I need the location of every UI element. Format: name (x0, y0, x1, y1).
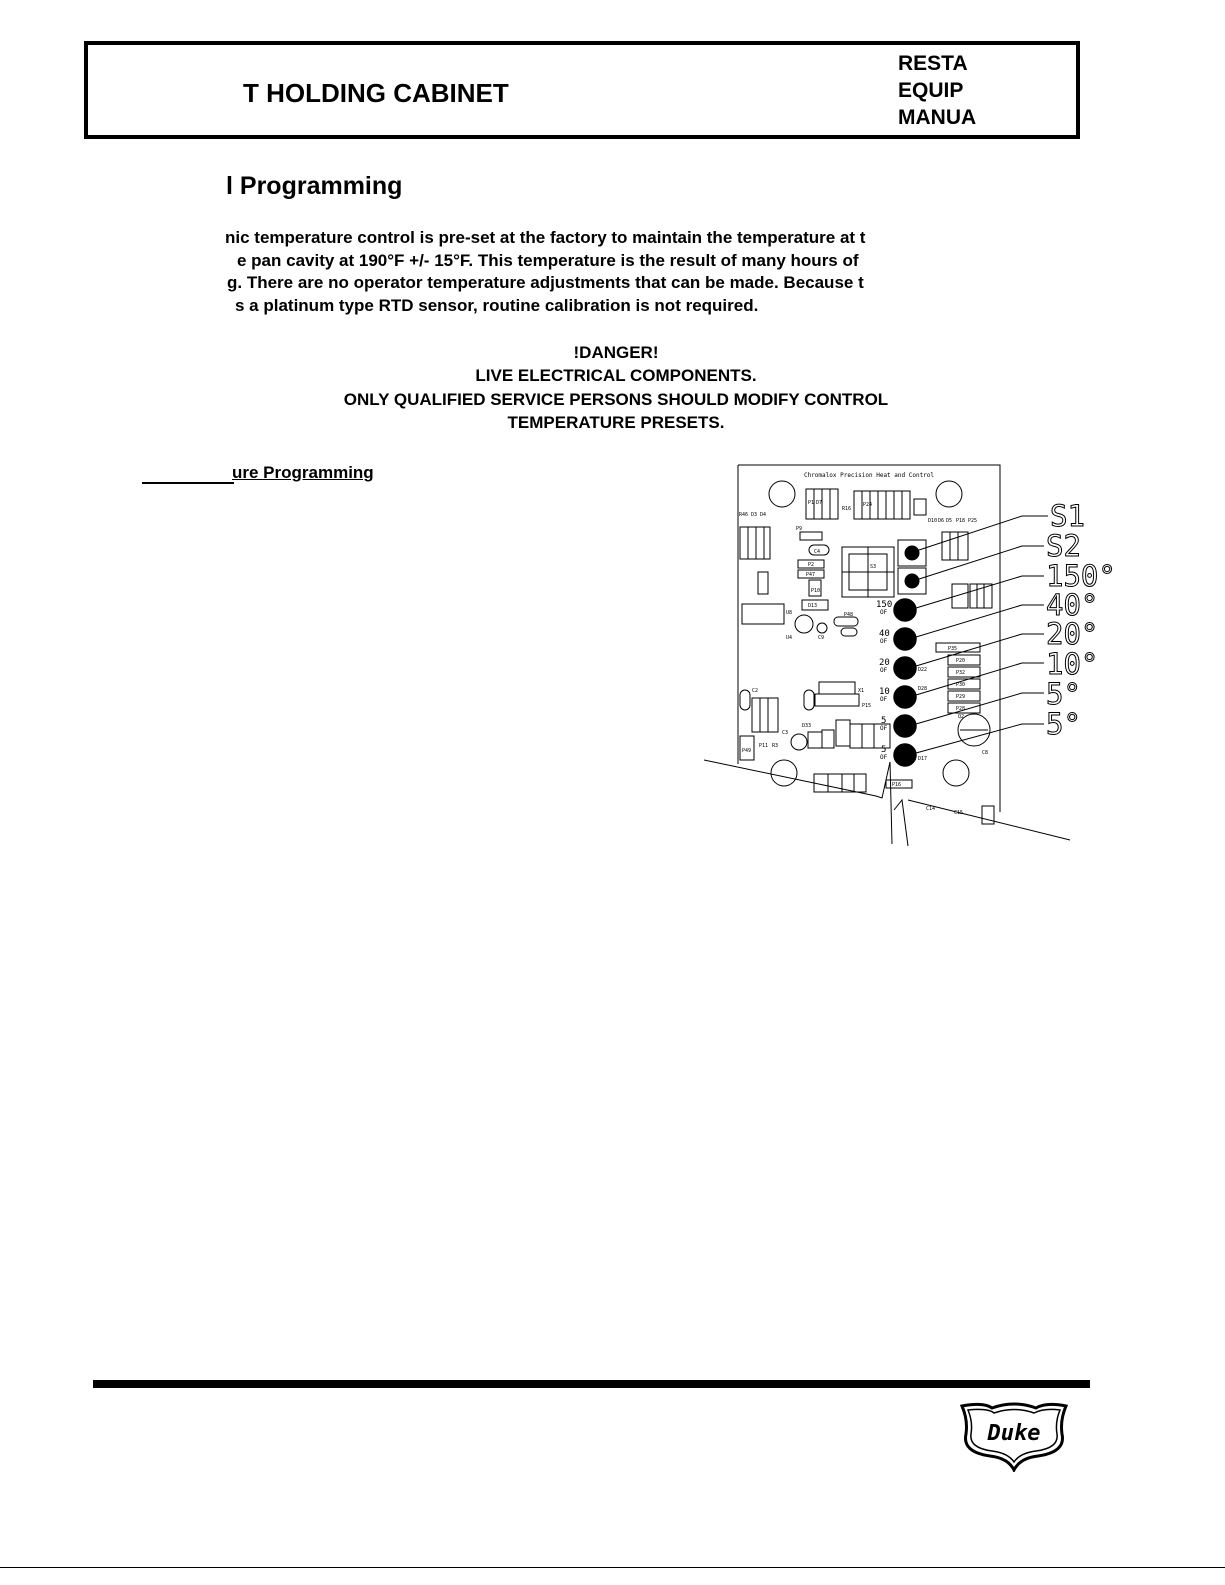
component-label: P30 (956, 682, 966, 688)
paragraph-line: g. There are no operator temperature adjustments that can be made. Because t (227, 273, 864, 293)
component-label: P32 (956, 670, 966, 676)
component-label: P1 (808, 500, 815, 506)
component-label: P16 (892, 782, 902, 788)
footer-rule (93, 1380, 1090, 1388)
callout-s2: S2 (1046, 529, 1081, 563)
component-label: P49 (742, 748, 752, 754)
control-board-figure (704, 462, 1124, 852)
logo-text: Duke (987, 1421, 1041, 1446)
component-label: U8 (786, 610, 793, 616)
component-label: P28 (956, 706, 966, 712)
component-label: C8 (982, 750, 989, 756)
component-label: X1 (858, 688, 865, 694)
component-label: D17 (918, 756, 928, 762)
dip-label-5b: 5 (881, 745, 887, 755)
danger-line: TEMPERATURE PRESETS. (507, 412, 725, 432)
component-label: D33 (802, 723, 812, 729)
callout-40: 40° (1046, 588, 1099, 622)
component-label: D5 (946, 518, 953, 524)
component-label: P35 (948, 646, 958, 652)
component-label: P2 (808, 562, 815, 568)
component-label: P20 (956, 658, 966, 664)
component-label: C3 (782, 730, 789, 736)
header-line-3: MANUA (898, 106, 977, 129)
callout-20: 20° (1046, 617, 1099, 651)
callout-5b: 5° (1046, 707, 1081, 741)
callout-5a: 5° (1046, 677, 1081, 711)
component-label: P24 (863, 502, 873, 508)
component-label: D22 (918, 667, 928, 673)
component-label: P9 (796, 526, 803, 532)
component-label: S3 (870, 564, 877, 570)
component-label: R16 (842, 506, 852, 512)
component-label: D3 (751, 512, 758, 518)
component-label: D6 (938, 518, 945, 524)
dip-off-label: OF (880, 725, 888, 732)
paragraph-line: s a platinum type RTD sensor, routine calibration is not required. (235, 296, 759, 316)
dip-off-label: OF (880, 609, 888, 616)
subheading-underline (142, 482, 234, 484)
component-label: U4 (786, 635, 793, 641)
header-line-2: EQUIP (898, 79, 964, 102)
paragraph-line: nic temperature control is pre-set at the factory to maintain the temperature at t (225, 228, 866, 247)
component-label: D7 (816, 500, 823, 506)
dip-label-20: 20 (879, 658, 890, 668)
dip-off-label: OF (880, 754, 888, 761)
dip-label-5a: 5 (881, 716, 887, 726)
document-title: T HOLDING CABINET (243, 78, 509, 108)
page-edge-rule (0, 1567, 1225, 1568)
component-label: D10 (928, 518, 938, 524)
component-label: D28 (918, 686, 928, 692)
dip-off-label: OF (880, 667, 888, 674)
danger-line: LIVE ELECTRICAL COMPONENTS. (475, 366, 757, 386)
paragraph-line: e pan cavity at 190°F +/- 15°F. This temperature is the result of many hours of (237, 250, 859, 270)
section-title: l Programming (226, 172, 403, 200)
component-label: P25 (968, 518, 978, 524)
callout-10: 10° (1046, 647, 1099, 681)
component-label: D4 (760, 512, 767, 518)
component-label: P47 (806, 572, 816, 578)
component-label: C9 (818, 635, 825, 641)
component-label: C2 (752, 688, 759, 694)
intro-paragraph (225, 227, 985, 318)
component-label: P18 (956, 518, 966, 524)
component-label: P29 (956, 694, 966, 700)
subheading: ure Programming (232, 463, 374, 482)
component-label: C15 (954, 810, 964, 816)
component-label: P48 (844, 612, 854, 618)
component-label: C14 (926, 806, 936, 812)
component-label: P10 (811, 588, 821, 594)
component-label: P11 (759, 743, 769, 749)
dip-label-10: 10 (879, 687, 890, 697)
dip-label-150: 150 (876, 600, 893, 610)
board-title: Chromalox Precision Heat and Control (803, 472, 935, 479)
component-label: R46 (739, 512, 749, 518)
duke-logo (954, 1400, 1074, 1472)
component-label: P15 (862, 703, 872, 709)
callout-s1: S1 (1050, 499, 1085, 533)
header-line-1: RESTA (898, 52, 968, 75)
dip-off-label: OF (880, 638, 888, 645)
header-manual-label (898, 50, 976, 131)
callout-150: 150° (1046, 559, 1116, 593)
danger-line: ONLY QUALIFIED SERVICE PERSONS SHOULD MODIFY CONTROL (343, 389, 889, 409)
dip-label-40: 40 (879, 629, 890, 639)
danger-warning (240, 341, 992, 434)
component-label: R3 (772, 743, 779, 749)
danger-heading: !DANGER! (573, 343, 659, 362)
component-label: C4 (814, 549, 821, 555)
component-label: D13 (808, 603, 818, 609)
component-label: Q2 (958, 714, 965, 720)
dip-off-label: OF (880, 696, 888, 703)
